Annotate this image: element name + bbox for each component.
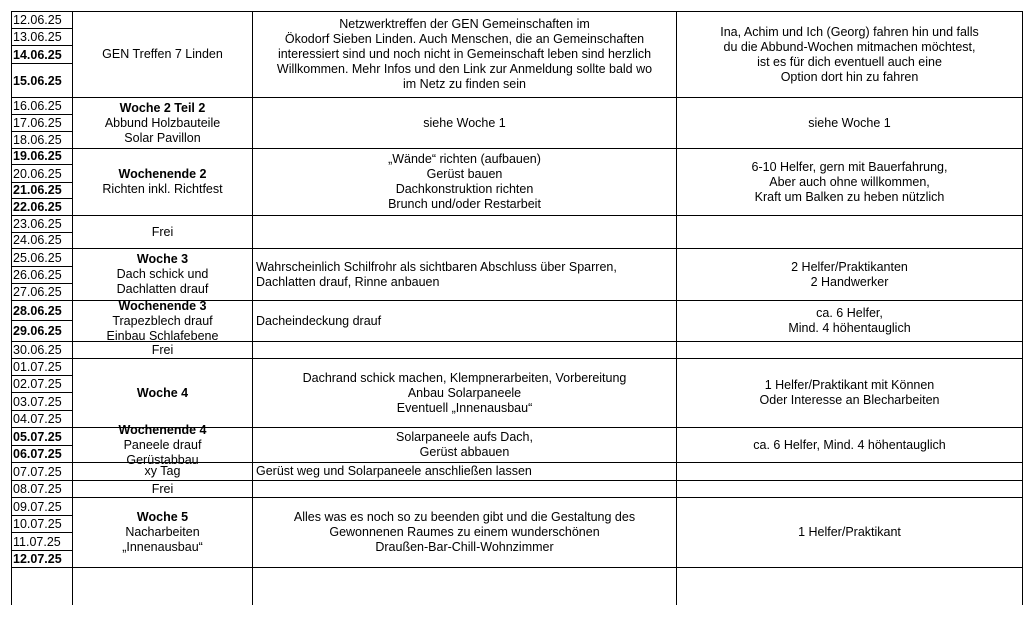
group-divider <box>11 567 1023 568</box>
date-row-divider <box>11 445 73 446</box>
text-line: Dachrand schick machen, Klempnerarbeiten, Vorbereitung <box>302 370 627 385</box>
phase-cell <box>73 249 252 300</box>
phase-title: Wochenende 3 <box>118 298 207 313</box>
text-line: ca. 6 Helfer, <box>816 306 883 320</box>
tasks-cell <box>253 359 676 427</box>
text-line: Aber auch ohne willkommen, <box>769 174 930 189</box>
date-row-divider <box>11 410 73 411</box>
text-line: Eventuell „Innenausbau“ <box>396 400 533 415</box>
date-row-divider <box>11 550 73 551</box>
date-row-divider <box>11 392 73 393</box>
date-cell: 01.07.25 <box>13 360 62 374</box>
tasks-cell <box>253 463 676 480</box>
date-cell: 20.06.25 <box>13 167 62 181</box>
date-cell: 10.07.25 <box>13 517 62 531</box>
text-line: Draußen-Bar-Chill-Wohnzimmer <box>375 540 554 554</box>
phase-title: Wochenende 2 <box>118 167 207 181</box>
text-line: interessiert sind und noch nicht in Gemeinschaft leben sind herzlich <box>277 47 652 61</box>
date-cell: 03.07.25 <box>13 395 62 409</box>
text-line: du die Abbund-Wochen mitmachen möchtest, <box>723 39 976 54</box>
text-line: siehe Woche 1 <box>808 115 891 130</box>
date-row-divider <box>11 63 73 64</box>
date-cell: 09.07.25 <box>13 500 62 514</box>
phase-title: Woche 4 <box>136 385 189 400</box>
date-row-divider <box>11 532 73 533</box>
date-cell: 24.06.25 <box>13 233 62 247</box>
tasks-cell <box>253 98 676 148</box>
date-cell: 19.06.25 <box>13 149 62 163</box>
text-line: Gerüst abbauen <box>419 445 510 459</box>
date-row-divider <box>11 515 73 516</box>
date-cell: 08.07.25 <box>13 482 62 496</box>
text-line: Willkommen. Mehr Infos und den Link zur Anmeldung sollte bald wo <box>276 62 653 76</box>
phase-title: Woche 2 Teil 2 <box>119 100 206 115</box>
date-cell: 22.06.25 <box>13 200 62 214</box>
text-line: Frei <box>151 224 174 239</box>
tasks-cell <box>253 301 676 341</box>
date-row-divider <box>11 131 73 132</box>
text-line: siehe Woche 1 <box>423 115 506 130</box>
date-row-divider <box>11 45 73 46</box>
text-line: Trapezblech drauf <box>112 313 213 328</box>
date-cell: 05.07.25 <box>13 430 62 444</box>
text-line: 2 Helfer/Praktikanten <box>791 259 908 274</box>
phase-cell <box>73 498 252 567</box>
text-line: Ökodorf Sieben Linden. Auch Menschen, die an Gemeinschaften <box>284 32 645 46</box>
date-cell: 14.06.25 <box>13 48 62 62</box>
text-line: 2 Handwerker <box>810 274 889 289</box>
helpers-cell <box>677 149 1022 215</box>
date-cell: 11.07.25 <box>13 535 61 549</box>
text-line: Oder Interesse an Blecharbeiten <box>759 393 940 407</box>
phase-cell <box>73 98 252 148</box>
tasks-cell <box>253 342 676 358</box>
helpers-cell <box>677 98 1022 148</box>
date-row-divider <box>11 114 73 115</box>
text-line: Gerüst bauen <box>426 167 503 181</box>
tasks-cell <box>253 216 676 248</box>
text-line: Alles was es noch so zu beenden gibt und die Gestaltung des <box>293 510 636 524</box>
text-line: „Wände“ richten (aufbauen) <box>388 152 541 166</box>
date-cell: 30.06.25 <box>13 343 62 357</box>
text-line: Frei <box>151 481 174 496</box>
date-cell: 16.06.25 <box>13 99 62 113</box>
text-line: Paneele drauf <box>123 437 202 452</box>
text-line: GEN Treffen 7 Linden <box>102 47 223 61</box>
text-line: Gerüstabbau <box>126 452 199 467</box>
phase-cell <box>73 298 252 343</box>
date-cell: 28.06.25 <box>13 304 62 318</box>
tasks-cell <box>253 498 676 567</box>
text-line: Dach schick und <box>116 267 209 281</box>
text-line: Gerüst weg und Solarpaneele anschließen lassen <box>256 464 532 478</box>
phase-title: Woche 5 <box>136 510 189 524</box>
date-cell: 12.06.25 <box>13 13 62 27</box>
tasks-cell <box>253 481 676 497</box>
text-line: Abbund Holzbauteile <box>104 115 221 130</box>
text-line: Solarpaneele aufs Dach, <box>396 430 533 444</box>
text-line: Dacheindeckung drauf <box>256 313 382 328</box>
helpers-cell <box>677 463 1022 480</box>
phase-cell <box>73 422 252 467</box>
helpers-cell <box>677 498 1022 567</box>
text-line: Anbau Solarpaneele <box>407 385 522 400</box>
date-row-divider <box>11 266 73 267</box>
text-line: Option dort hin zu fahren <box>780 69 919 84</box>
text-line: „Innenausbau“ <box>122 540 203 554</box>
text-line: 1 Helfer/Praktikant mit Können <box>764 378 935 392</box>
text-line: 6-10 Helfer, gern mit Bauerfahrung, <box>751 159 948 174</box>
phase-cell <box>73 216 252 248</box>
date-cell: 27.06.25 <box>13 285 62 299</box>
text-line: Frei <box>151 342 174 357</box>
date-row-divider <box>11 283 73 284</box>
phase-title: Woche 3 <box>136 252 189 266</box>
text-line: ist es für dich eventuell auch eine <box>757 54 942 69</box>
text-line: Dachkonstruktion richten <box>395 182 534 196</box>
helpers-cell <box>677 216 1022 248</box>
date-cell: 21.06.25 <box>13 183 62 197</box>
helpers-cell <box>677 12 1022 97</box>
date-row-divider <box>11 198 73 199</box>
text-line: Nacharbeiten <box>125 525 200 539</box>
column-border-4 <box>1022 11 1023 605</box>
phase-cell <box>73 12 252 97</box>
phase-cell <box>73 359 252 427</box>
date-row-divider <box>11 28 73 29</box>
text-line: Netzwerktreffen der GEN Gemeinschaften im <box>339 17 590 31</box>
date-row-divider <box>11 164 73 165</box>
phase-cell <box>73 481 252 497</box>
date-cell: 23.06.25 <box>13 217 62 231</box>
date-row-divider <box>11 320 73 321</box>
date-row-divider <box>11 375 73 376</box>
text-line: xy Tag <box>144 464 181 478</box>
text-line: Einbau Schlafebene <box>106 328 219 343</box>
phase-cell <box>73 463 252 480</box>
tasks-cell <box>253 12 676 97</box>
date-cell: 25.06.25 <box>13 251 62 265</box>
helpers-cell <box>677 342 1022 358</box>
text-line: Solar Pavillon <box>124 130 201 145</box>
date-cell: 04.07.25 <box>13 412 62 426</box>
text-line: Dachlatten drauf, Rinne anbauen <box>256 274 440 289</box>
phase-cell <box>73 149 252 215</box>
date-cell: 26.06.25 <box>13 268 62 282</box>
text-line: Gewonnenen Raumes zu einem wunderschönen <box>329 525 600 539</box>
helpers-cell <box>677 301 1022 341</box>
text-line: ca. 6 Helfer, Mind. 4 höhentauglich <box>753 437 946 452</box>
date-cell: 18.06.25 <box>13 133 62 147</box>
text-line: Kraft um Balken zu heben nützlich <box>754 189 945 204</box>
text-line: 1 Helfer/Praktikant <box>798 525 901 539</box>
date-cell: 13.06.25 <box>13 30 62 44</box>
date-cell: 06.07.25 <box>13 447 62 461</box>
date-cell: 12.07.25 <box>13 552 62 566</box>
phase-cell <box>73 342 252 358</box>
tasks-cell <box>253 149 676 215</box>
date-cell: 15.06.25 <box>13 74 62 88</box>
date-cell: 29.06.25 <box>13 324 62 338</box>
date-cell: 07.07.25 <box>13 465 62 479</box>
date-cell: 02.07.25 <box>13 377 62 391</box>
text-line: Ina, Achim und Ich (Georg) fahren hin und falls <box>720 24 979 39</box>
tasks-cell <box>253 428 676 462</box>
text-line: Dachlatten drauf <box>116 282 209 296</box>
text-line: Wahrscheinlich Schilfrohr als sichtbaren Abschluss über Sparren, <box>256 259 617 274</box>
helpers-cell <box>677 249 1022 300</box>
phase-title: Wochenende 4 <box>118 422 207 437</box>
text-line: Brunch und/oder Restarbeit <box>388 197 541 211</box>
text-line: Mind. 4 höhentauglich <box>788 321 911 335</box>
date-cell: 17.06.25 <box>13 116 62 130</box>
tasks-cell <box>253 249 676 300</box>
helpers-cell <box>677 481 1022 497</box>
text-line: im Netz zu finden sein <box>403 77 526 91</box>
helpers-cell <box>677 359 1022 427</box>
text-line: Richten inkl. Richtfest <box>102 182 223 196</box>
helpers-cell <box>677 428 1022 462</box>
